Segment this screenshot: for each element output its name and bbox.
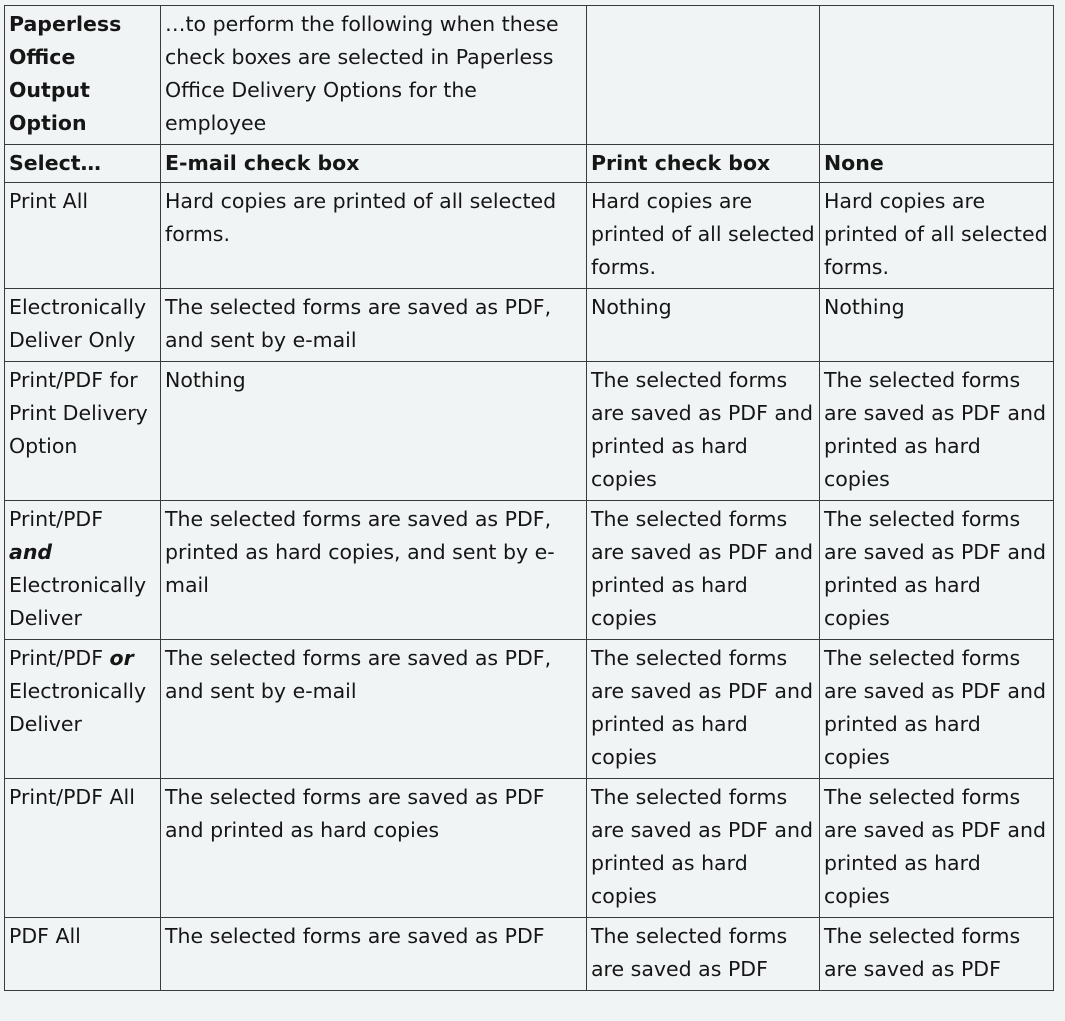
intro-empty-cell <box>820 6 1054 145</box>
email-cell: The selected forms are saved as PDF and printed as hard copies <box>161 779 587 918</box>
option-cell: PDF All <box>5 918 161 991</box>
print-checkbox-header: Print check box <box>587 145 820 183</box>
table-row <box>5 779 1054 918</box>
email-cell: Nothing <box>161 362 587 501</box>
intro-row <box>5 6 1054 145</box>
table-row <box>5 183 1054 289</box>
print-cell: The selected forms are saved as PDF and printed as hard copies <box>587 640 820 779</box>
option-emphasis: and <box>9 540 53 564</box>
intro-description: …to perform the following when these check boxes are selected in Paperless Office Delivery Options for the employee <box>161 6 587 145</box>
none-cell: The selected forms are saved as PDF and printed as hard copies <box>820 501 1054 640</box>
print-cell: The selected forms are saved as PDF and printed as hard copies <box>587 779 820 918</box>
intro-empty-cell <box>587 6 820 145</box>
table-row <box>5 918 1054 991</box>
option-text: Print/PDF <box>9 507 104 531</box>
option-cell: Print/PDF for Print Delivery Option <box>5 362 161 501</box>
option-emphasis: or <box>109 646 134 670</box>
option-cell: Print All <box>5 183 161 289</box>
print-cell: Nothing <box>587 289 820 362</box>
none-cell: Nothing <box>820 289 1054 362</box>
email-cell: The selected forms are saved as PDF <box>161 918 587 991</box>
email-cell: Hard copies are printed of all selected forms. <box>161 183 587 289</box>
none-cell: The selected forms are saved as PDF and printed as hard copies <box>820 362 1054 501</box>
option-cell: Electronically Deliver Only <box>5 289 161 362</box>
none-cell: The selected forms are saved as PDF and printed as hard copies <box>820 640 1054 779</box>
none-cell: The selected forms are saved as PDF <box>820 918 1054 991</box>
option-text: Electronically Deliver <box>9 679 147 736</box>
output-options-table <box>4 5 1054 991</box>
print-cell: The selected forms are saved as PDF <box>587 918 820 991</box>
table-row <box>5 501 1054 640</box>
select-header: Select… <box>5 145 161 183</box>
option-cell <box>5 501 161 640</box>
email-cell: The selected forms are saved as PDF, and sent by e-mail <box>161 289 587 362</box>
print-cell: The selected forms are saved as PDF and printed as hard copies <box>587 501 820 640</box>
print-cell: Hard copies are printed of all selected forms. <box>587 183 820 289</box>
table-row <box>5 289 1054 362</box>
none-header: None <box>820 145 1054 183</box>
none-cell: Hard copies are printed of all selected forms. <box>820 183 1054 289</box>
table-row <box>5 362 1054 501</box>
option-text: Electronically Deliver <box>9 573 147 630</box>
intro-option-header: Paperless Office Output Option <box>5 6 161 145</box>
none-cell: The selected forms are saved as PDF and printed as hard copies <box>820 779 1054 918</box>
email-checkbox-header: E-mail check box <box>161 145 587 183</box>
email-cell: The selected forms are saved as PDF, printed as hard copies, and sent by e-mail <box>161 501 587 640</box>
option-text: Print/PDF <box>9 646 104 670</box>
option-cell: Print/PDF All <box>5 779 161 918</box>
email-cell: The selected forms are saved as PDF, and sent by e-mail <box>161 640 587 779</box>
print-cell: The selected forms are saved as PDF and printed as hard copies <box>587 362 820 501</box>
option-cell <box>5 640 161 779</box>
table-row <box>5 640 1054 779</box>
column-header-row <box>5 145 1054 183</box>
